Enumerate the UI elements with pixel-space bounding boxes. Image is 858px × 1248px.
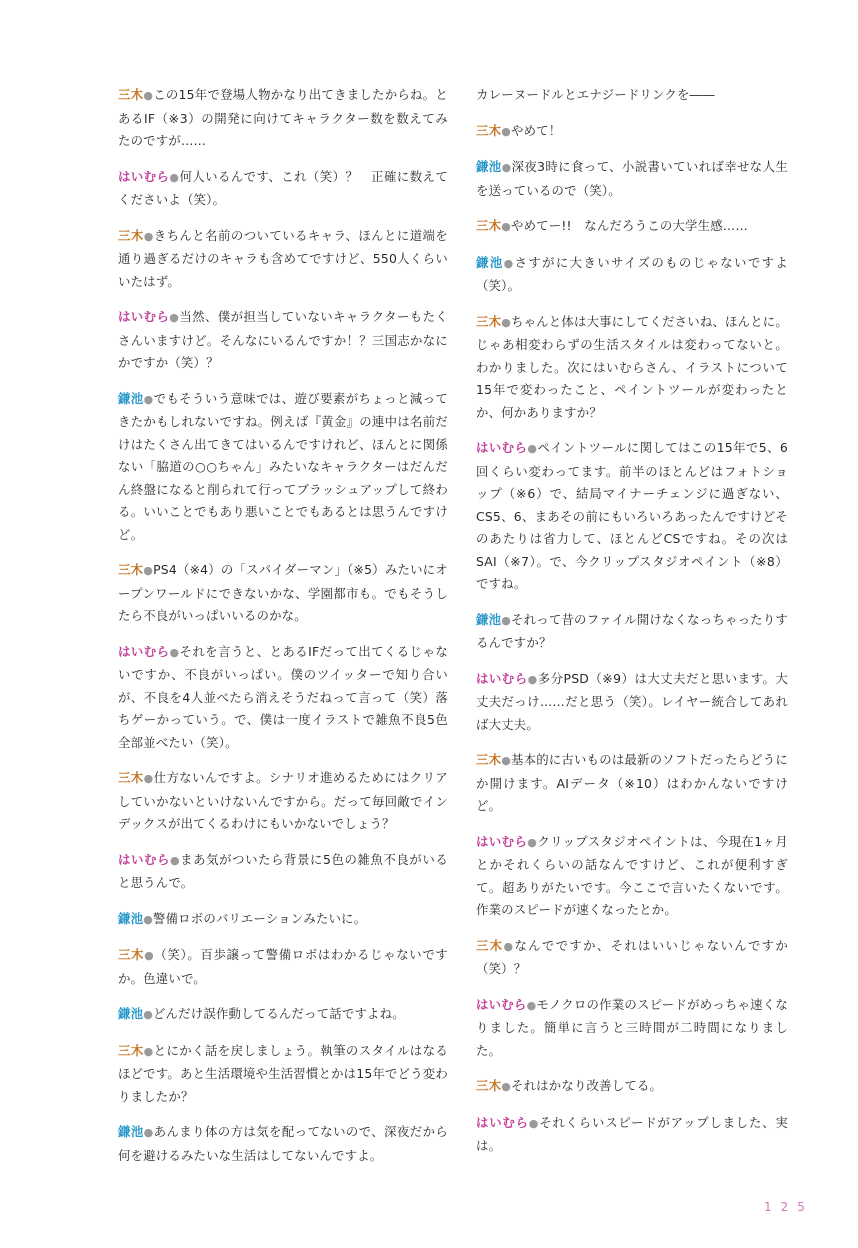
dialogue-text: やめてー!! なんだろうこの大学生感…… bbox=[511, 218, 748, 233]
page-number: 125 bbox=[764, 1200, 814, 1214]
speaker-dot-icon: ● bbox=[143, 1126, 154, 1139]
dialogue-text: やめて！ bbox=[511, 122, 562, 138]
speaker-name: はいむら bbox=[476, 440, 528, 455]
dialogue-text: さすがに大きいサイズのものじゃないですよ（笑）。 bbox=[476, 254, 788, 293]
dialogue-text: 当然、僕が担当していないキャラクターもたくさんいますけど。そんなにいるんですか！？三国志かなにかですか（笑）？ bbox=[118, 309, 448, 370]
dialogue-text: 多分PSD（※9）は大丈夫だと思います。大丈夫だっけ……だと思う（笑）。レイヤー統合してあれば大丈夫。 bbox=[476, 670, 788, 732]
speaker-name: 三木 bbox=[118, 947, 145, 962]
dialogue-text: PS4（※4）の「スパイダーマン」（※5）みたいにオープンワールドにできないかな、学園都市も。でもそうしたら不良がいっぱいいるのかな。 bbox=[118, 562, 448, 623]
speaker-name: 三木 bbox=[118, 227, 144, 243]
speaker-name: はいむら bbox=[118, 851, 170, 867]
dialogue-paragraph bbox=[476, 120, 788, 144]
speaker-name: 鎌池 bbox=[118, 390, 144, 406]
dialogue-text: 深夜3時に食って、小説書いていれば幸せな人生を送っているので（笑）。 bbox=[476, 159, 788, 198]
speaker-dot-icon: ● bbox=[527, 835, 538, 849]
speaker-dot-icon: ● bbox=[143, 772, 154, 785]
speaker-dot-icon: ● bbox=[143, 912, 153, 926]
speaker-dot-icon: ● bbox=[144, 949, 155, 962]
speaker-name: 三木 bbox=[118, 770, 144, 785]
speaker-name: 三木 bbox=[118, 562, 144, 577]
dialogue-paragraph bbox=[118, 388, 448, 547]
speaker-dot-icon: ● bbox=[501, 613, 512, 627]
dialogue-paragraph bbox=[476, 215, 788, 239]
dialogue-paragraph bbox=[118, 306, 448, 375]
speaker-name: はいむら bbox=[476, 1114, 529, 1130]
dialogue-paragraph bbox=[476, 1112, 788, 1158]
dialogue-text: それはかなり改善してる。 bbox=[511, 1078, 663, 1093]
speaker-name: 三木 bbox=[118, 87, 144, 102]
speaker-dot-icon: ● bbox=[501, 220, 511, 233]
speaker-name: 三木 bbox=[476, 1078, 502, 1093]
dialogue-paragraph bbox=[476, 935, 788, 981]
speaker-dot-icon: ● bbox=[503, 256, 515, 270]
dialogue-paragraph bbox=[476, 609, 788, 655]
dialogue-text: ペイントツールに関してはこの15年で5、6回くらい変わってます。前半のほとんどはフォトショップ（※6）で、結局マイナーチェンジに過ぎない、CS5、6、まあその前にもいろいろあったんですけどそのあたりは省力して、ほとんどCSですね。その次はSAI（※7）。で、今クリップスタジオペイント（※8）ですね。 bbox=[476, 440, 788, 591]
speaker-dot-icon: ● bbox=[169, 853, 181, 867]
dialogue-text: （笑）。百歩譲って警備ロボはわかるじゃないですか。色違いで。 bbox=[118, 947, 448, 986]
speaker-name: 鎌池 bbox=[476, 254, 504, 270]
dialogue-text: 仕方ないんですよ。シナリオ進めるためにはクリアしていかないといけないんですから。だって毎回敵でインデックスが出てくるわけにもいかないでしょう？ bbox=[118, 770, 448, 831]
speaker-dot-icon: ● bbox=[527, 672, 538, 686]
dialogue-paragraph bbox=[118, 908, 448, 932]
dialogue-text: ちゃんと体は大事にしてくださいね、ほんとに。じゃあ相変わらずの生活スタイルは変わってないと。わかりました。次にはいむらさん、イラストについて15年で変わったこと、ペイントツールが変わったとか、何かありますか？ bbox=[476, 313, 788, 420]
dialogue-text: モノクロの作業のスピードがめっちゃ速くなりました。簡単に言うと三時間が二時間になりました。 bbox=[476, 996, 788, 1058]
speaker-name: 鎌池 bbox=[118, 1006, 144, 1021]
dialogue-paragraph bbox=[118, 849, 448, 895]
dialogue-paragraph bbox=[476, 252, 788, 298]
speaker-name: 鎌池 bbox=[118, 910, 144, 926]
speaker-name: はいむら bbox=[476, 670, 528, 686]
speaker-dot-icon: ● bbox=[526, 998, 537, 1012]
speaker-name: はいむら bbox=[476, 833, 528, 849]
dialogue-paragraph bbox=[118, 1003, 448, 1027]
dialogue-text: 基本的に古いものは最新のソフトだったらどうにか開けます。AIデータ（※10）はわかんないですけど。 bbox=[476, 752, 788, 813]
speaker-name: はいむら bbox=[476, 996, 527, 1012]
speaker-name: 鎌池 bbox=[476, 611, 502, 627]
dialogue-text: 警備ロボのバリエーションみたいに。 bbox=[153, 910, 367, 926]
dialogue-paragraph bbox=[476, 994, 788, 1063]
speaker-name: 三木 bbox=[476, 937, 504, 953]
speaker-dot-icon: ● bbox=[527, 442, 538, 455]
dialogue-paragraph bbox=[118, 166, 448, 212]
speaker-dot-icon: ● bbox=[169, 170, 180, 184]
dialogue-paragraph bbox=[118, 1121, 448, 1167]
dialogue-paragraph bbox=[476, 156, 788, 202]
speaker-name: 三木 bbox=[476, 218, 502, 233]
speaker-dot-icon: ● bbox=[143, 229, 154, 243]
dialogue-paragraph bbox=[118, 559, 448, 628]
speaker-name: 鎌池 bbox=[118, 1124, 144, 1139]
dialogue-text: それくらいスピードがアップしました、実は。 bbox=[476, 1114, 788, 1153]
dialogue-paragraph bbox=[476, 1075, 788, 1099]
speaker-name: はいむら bbox=[118, 643, 170, 659]
speaker-dot-icon: ● bbox=[503, 939, 515, 953]
dialogue-paragraph bbox=[476, 84, 788, 107]
speaker-dot-icon: ● bbox=[143, 564, 154, 577]
speaker-name: 三木 bbox=[476, 313, 502, 329]
dialogue-text: クリップスタジオペイントは、今現在1ヶ月とかそれくらいの話なんですけど、これが便利すぎて。超ありがたいです。今ここで言いたくないです。作業のスピードが速くなったとか。 bbox=[476, 833, 788, 917]
speaker-dot-icon: ● bbox=[143, 392, 154, 406]
speaker-dot-icon: ● bbox=[169, 645, 180, 659]
dialogue-text: きちんと名前のついているキャラ、ほんとに道端を通り過ぎるだけのキャラも含めてですけど、550人くらいいたはず。 bbox=[118, 227, 448, 289]
dialogue-text: 何人いるんです、これ（笑）？ 正確に数えてくださいよ（笑）。 bbox=[118, 168, 448, 207]
dialogue-paragraph bbox=[476, 437, 788, 596]
dialogue-text: とにかく話を戻しましょう。執筆のスタイルはなるほどです。あと生活環境や生活習慣とかは15年でどう変わりましたか？ bbox=[118, 1042, 448, 1104]
speaker-dot-icon: ● bbox=[501, 124, 511, 138]
dialogue-text: カレーヌードルとエナジードリンクを―― bbox=[476, 87, 715, 102]
dialogue-text: でもそういう意味では、遊び要素がちょっと減ってきたかもしれないですね。例えば『黄金』の連中は名前だけはたくさん出てきてはいるんですけれど、ほんとに関係ない「脇道の○○ちゃん」みたいなキャラクターはだんだん終盤になると削られて行ってブラッシュアップして終わる。いいことでもあり悪いことでもあるとは思うんですけど。 bbox=[118, 390, 448, 542]
speaker-dot-icon: ● bbox=[143, 89, 154, 102]
speaker-name: 三木 bbox=[476, 752, 502, 767]
speaker-dot-icon: ● bbox=[501, 754, 512, 767]
speaker-name: はいむら bbox=[118, 168, 170, 184]
dialogue-text: なんでですか、それはいいじゃないんですか（笑）？ bbox=[476, 937, 789, 976]
speaker-name: 三木 bbox=[476, 122, 502, 138]
dialogue-paragraph bbox=[476, 749, 788, 818]
dialogue-text: まあ気がついたら背景に5色の雑魚不良がいると思うんで。 bbox=[118, 851, 448, 890]
dialogue-paragraph bbox=[118, 944, 448, 990]
dialogue-paragraph bbox=[476, 668, 788, 737]
dialogue-paragraph bbox=[118, 641, 448, 755]
speaker-name: はいむら bbox=[118, 309, 170, 324]
right-column bbox=[476, 84, 788, 1171]
speaker-dot-icon: ● bbox=[501, 161, 512, 174]
speaker-dot-icon: ● bbox=[143, 1008, 153, 1021]
dialogue-paragraph bbox=[118, 225, 448, 294]
speaker-dot-icon: ● bbox=[501, 315, 511, 329]
speaker-name: 三木 bbox=[118, 1042, 144, 1058]
dialogue-paragraph bbox=[476, 831, 788, 922]
dialogue-text: どんだけ誤作動してるんだって話ですよね。 bbox=[153, 1006, 405, 1021]
speaker-dot-icon: ● bbox=[501, 1080, 511, 1093]
dialogue-paragraph bbox=[118, 767, 448, 836]
dialogue-text: それって昔のファイル開けなくなっちゃったりするんですか？ bbox=[476, 611, 788, 650]
dialogue-paragraph bbox=[476, 311, 788, 425]
speaker-dot-icon: ● bbox=[143, 1044, 154, 1058]
left-column bbox=[118, 84, 448, 1180]
speaker-dot-icon: ● bbox=[169, 311, 180, 324]
speaker-name: 鎌池 bbox=[476, 159, 502, 174]
dialogue-text: それを言うと、とあるIFだって出てくるじゃないですか、不良がいっぱい。僕のツイッターで知り合いが、不良を4人並べたら消えそうだねって言って（笑）落ちゲーかっていう。で、僕は一度イラストで雑魚不良5色全部並べたい（笑）。 bbox=[118, 643, 448, 750]
dialogue-paragraph bbox=[118, 84, 448, 153]
dialogue-paragraph bbox=[118, 1040, 448, 1109]
dialogue-text: あんまり体の方は気を配ってないので、深夜だから何を避けるみたいな生活はしてないんですよ。 bbox=[118, 1124, 448, 1163]
speaker-dot-icon: ● bbox=[528, 1116, 540, 1130]
dialogue-text: この15年で登場人物かなり出てきましたからね。とあるIF（※3）の開発に向けてキャラクター数を数えてみたのですが…… bbox=[118, 87, 448, 148]
